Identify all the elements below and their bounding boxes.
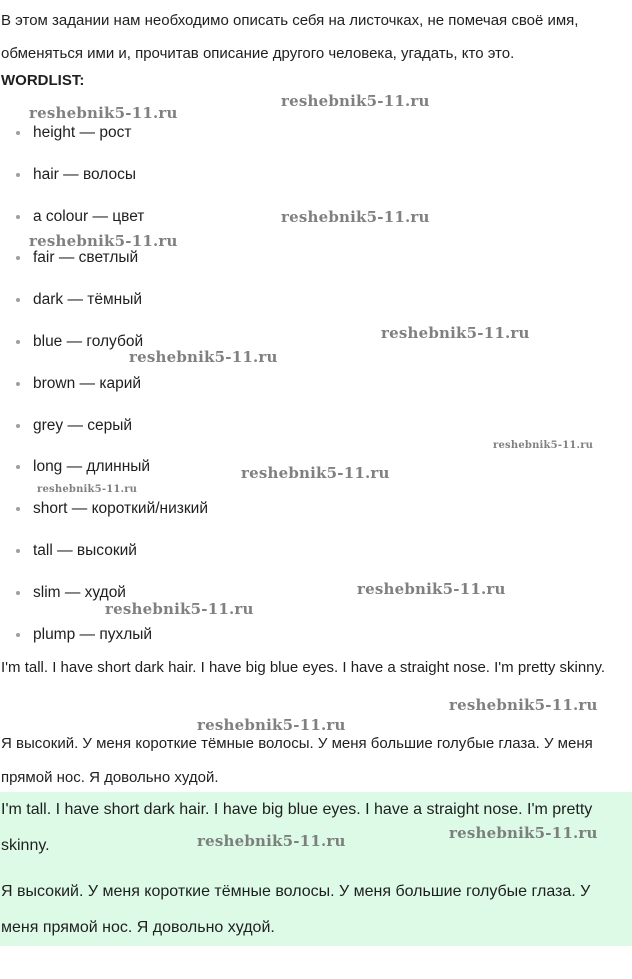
- list-item-text: a colour — цвет: [33, 207, 145, 225]
- watermark: reshebnik5-11.ru: [449, 696, 598, 714]
- bullet-icon: [16, 256, 20, 260]
- watermark: reshebnik5-11.ru: [197, 832, 346, 850]
- bullet-icon: [16, 173, 20, 177]
- bullet-icon: [16, 340, 20, 344]
- bullet-icon: [16, 424, 20, 428]
- watermark: reshebnik5-11.ru: [129, 348, 278, 366]
- watermark: reshebnik5-11.ru: [381, 324, 530, 342]
- list-item-text: long — длинный: [33, 458, 151, 476]
- list-item: [0, 532, 208, 574]
- bullet-icon: [16, 633, 20, 637]
- watermark: reshebnik5-11.ru: [37, 484, 138, 495]
- list-item-text: tall — высокий: [33, 541, 137, 559]
- watermark: reshebnik5-11.ru: [281, 208, 430, 226]
- bullet-icon: [16, 298, 20, 302]
- bullet-icon: [16, 549, 20, 553]
- list-item-text: grey — серый: [33, 416, 133, 434]
- list-item: [0, 156, 208, 198]
- list-item-text: blue — голубой: [33, 332, 144, 350]
- list-item: [0, 365, 208, 407]
- list-item-text: slim — худой: [33, 583, 126, 601]
- bullet-icon: [16, 591, 20, 595]
- wordlist: [0, 114, 208, 657]
- list-item-text: fair — светлый: [33, 249, 139, 267]
- list-item-text: hair — волосы: [33, 165, 137, 183]
- english-description: I'm tall. I have short dark hair. I have big blue eyes. I have a straight nose. I'm pretty skinny.: [1, 659, 606, 676]
- watermark: reshebnik5-11.ru: [105, 600, 254, 618]
- wordlist-title: WORDLIST:: [1, 72, 85, 89]
- bullet-icon: [16, 215, 20, 219]
- list-item-text: dark — тёмный: [33, 291, 142, 309]
- list-item: [0, 490, 208, 532]
- watermark: reshebnik5-11.ru: [493, 440, 594, 451]
- list-item-text: short — короткий/низкий: [33, 500, 208, 518]
- watermark: reshebnik5-11.ru: [29, 104, 178, 122]
- watermark: reshebnik5-11.ru: [241, 464, 390, 482]
- watermark: reshebnik5-11.ru: [29, 232, 178, 250]
- list-item: [0, 281, 208, 323]
- highlight-russian-text: Я высокий. У меня короткие тёмные волосы. У меня большие голубые глаза. У меня прямой нос. Я довольно худой.: [1, 883, 591, 936]
- list-item-text: plump — пухлый: [33, 625, 153, 643]
- highlight-box: [0, 792, 632, 946]
- list-item-text: brown — карий: [33, 374, 142, 392]
- bullet-icon: [16, 131, 20, 135]
- bullet-icon: [16, 507, 20, 511]
- highlight-english-text: I'm tall. I have short dark hair. I have big blue eyes. I have a straight nose. I'm pretty skinny.: [1, 801, 593, 854]
- intro-text: В этом задании нам необходимо описать себя на листочках, не помечая своё имя, обменяться ими и, прочитав описание другого человека, угадать, кто это.: [1, 12, 579, 62]
- watermark: reshebnik5-11.ru: [281, 92, 430, 110]
- bullet-icon: [16, 465, 20, 469]
- watermark: reshebnik5-11.ru: [357, 580, 506, 598]
- bullet-icon: [16, 382, 20, 386]
- watermark: reshebnik5-11.ru: [197, 716, 346, 734]
- list-item-text: height — рост: [33, 124, 132, 141]
- watermark: reshebnik5-11.ru: [449, 824, 598, 842]
- list-item: [0, 407, 208, 449]
- russian-translation: Я высокий. У меня короткие тёмные волосы. У меня большие голубые глаза. У меня прямой нос. Я довольно худой.: [1, 735, 593, 786]
